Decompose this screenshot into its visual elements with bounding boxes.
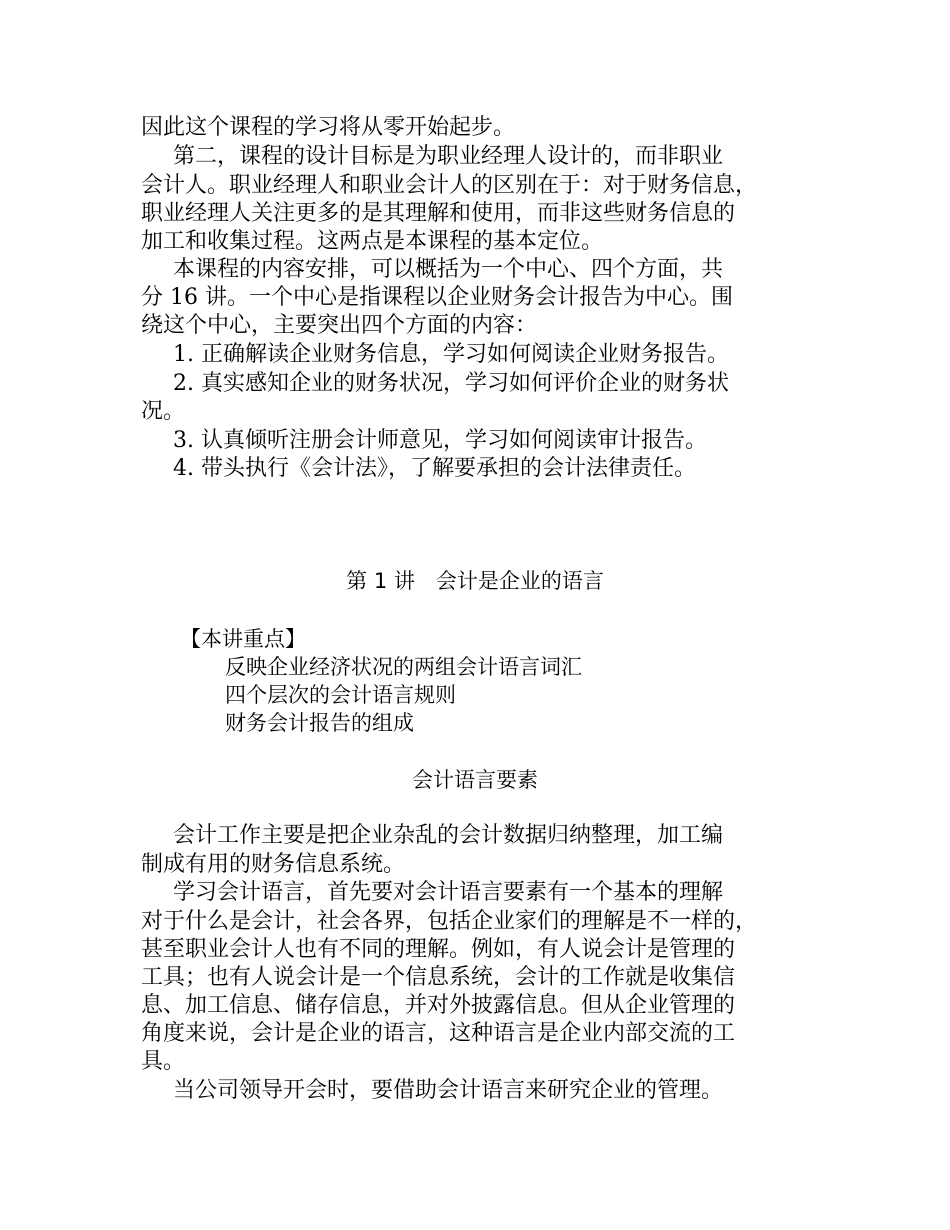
lecture-title: 第 1 讲 会计是企业的语言: [346, 569, 604, 593]
body-line: 制成有用的财务信息系统。: [141, 852, 406, 877]
key-point-item: 财务会计报告的组成: [225, 711, 414, 735]
intro-line: 加工和收集过程。这两点是本课程的基本定位。: [141, 229, 604, 254]
list-item: 2. 真实感知企业的财务状况，学习如何评价企业的财务状: [173, 371, 729, 396]
key-points-title: 【本讲重点】: [180, 627, 306, 651]
intro-line: 职业经理人关注更多的是其理解和使用，而非这些财务信息的: [141, 201, 736, 226]
body-line: 角度来说，会计是企业的语言，这种语言是企业内部交流的工: [141, 1021, 736, 1046]
intro-line: 第二，课程的设计目标是为职业经理人设计的，而非职业: [173, 144, 724, 169]
body-line: 对于什么是会计，社会各界，包括企业家们的理解是不一样的，: [141, 909, 758, 934]
list-item: 1. 正确解读企业财务信息，学习如何阅读企业财务报告。: [173, 342, 729, 367]
body-line: 甚至职业会计人也有不同的理解。例如，有人说会计是管理的: [141, 937, 736, 962]
list-item-continuation: 况。: [141, 399, 186, 424]
list-item: 3. 认真倾听注册会计师意见，学习如何阅读审计报告。: [173, 428, 707, 453]
intro-line: 因此这个课程的学习将从零开始起步。: [141, 115, 516, 140]
list-item: 4. 带头执行《会计法》，了解要承担的会计法律责任。: [173, 456, 696, 481]
section-title: 会计语言要素: [412, 768, 538, 792]
body-line: 工具；也有人说会计是一个信息系统，会计的工作就是收集信: [141, 965, 736, 990]
intro-line: 分 16 讲。一个中心是指课程以企业财务会计报告为中心。围: [141, 285, 733, 310]
intro-line: 本课程的内容安排，可以概括为一个中心、四个方面，共: [173, 257, 724, 282]
body-line: 具。: [141, 1049, 186, 1074]
body-line: 会计工作主要是把企业杂乱的会计数据归纳整理，加工编: [173, 823, 724, 848]
body-line: 息、加工信息、储存信息，并对外披露信息。但从企业管理的: [141, 993, 736, 1018]
intro-line: 绕这个中心，主要突出四个方面的内容：: [141, 313, 538, 338]
key-point-item: 四个层次的会计语言规则: [225, 683, 456, 707]
key-point-item: 反映企业经济状况的两组会计语言词汇: [225, 655, 582, 679]
body-line: 学习会计语言，首先要对会计语言要素有一个基本的理解: [173, 880, 724, 905]
body-line: 当公司领导开会时，要借助会计语言来研究企业的管理。: [173, 1078, 724, 1103]
intro-line: 会计人。职业经理人和职业会计人的区别在于：对于财务信息，: [141, 173, 758, 198]
